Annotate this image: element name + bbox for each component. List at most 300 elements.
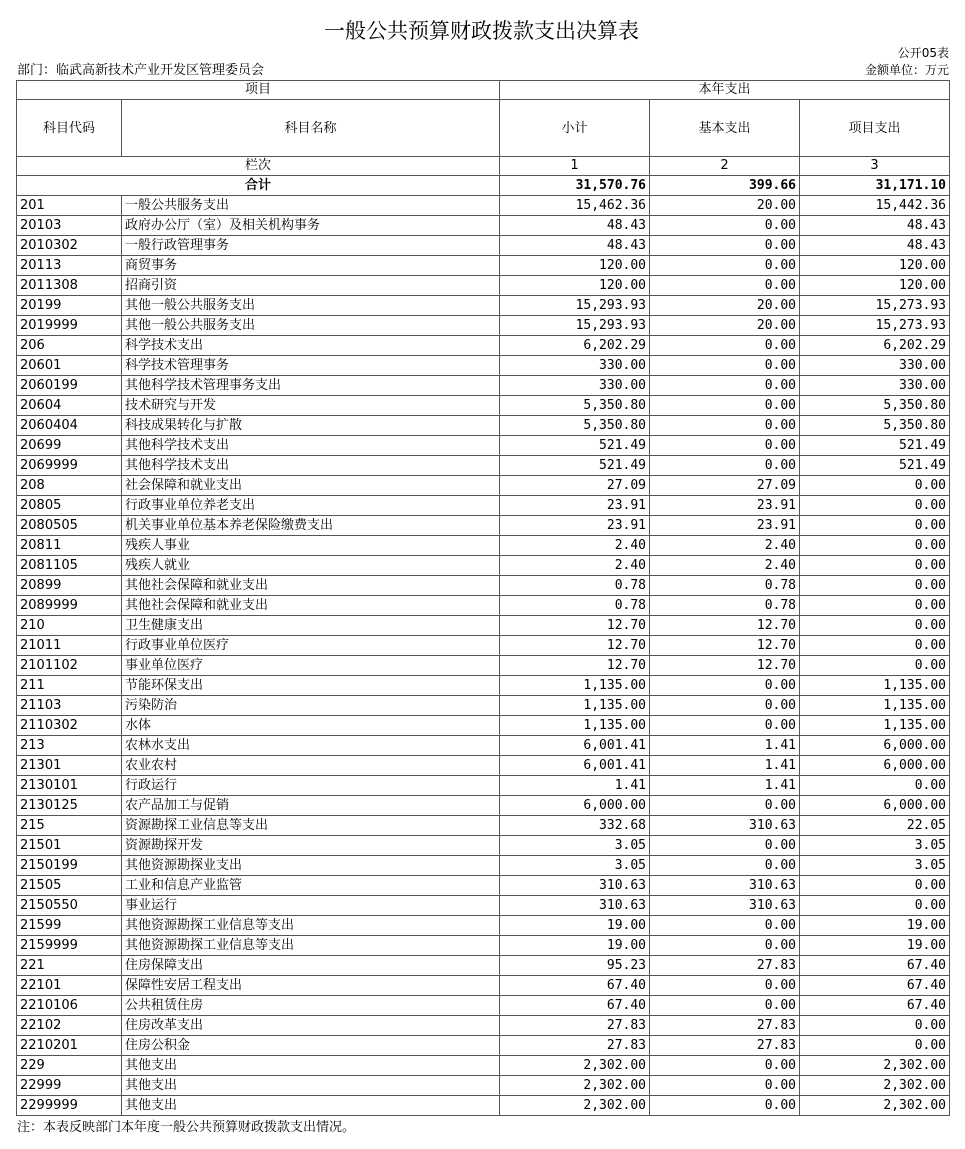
subtotal-cell: 1.41 (500, 776, 650, 796)
table-row (17, 276, 950, 296)
account-code-cell: 2011308 (17, 276, 122, 296)
table-row (17, 476, 950, 496)
amount-unit-label: 金额单位：万元 (864, 63, 949, 77)
account-code-cell: 215 (17, 816, 122, 836)
project-expense-cell: 0.00 (800, 576, 950, 596)
table-row (17, 556, 950, 576)
subtotal-cell: 3.05 (500, 836, 650, 856)
total-project: 31,171.10 (800, 176, 950, 196)
project-expense-cell: 67.40 (800, 956, 950, 976)
subtotal-cell: 310.63 (500, 876, 650, 896)
basic-expense-cell: 310.63 (650, 896, 800, 916)
subtotal-cell: 12.70 (500, 636, 650, 656)
header-name: 科目名称 (122, 100, 500, 157)
project-expense-cell: 67.40 (800, 976, 950, 996)
account-code-cell: 2081105 (17, 556, 122, 576)
project-expense-cell: 330.00 (800, 376, 950, 396)
account-name-cell: 工业和信息产业监管 (122, 876, 500, 896)
basic-expense-cell: 23.91 (650, 496, 800, 516)
basic-expense-cell: 0.00 (650, 436, 800, 456)
account-name-cell: 住房保障支出 (122, 956, 500, 976)
project-expense-cell: 48.43 (800, 216, 950, 236)
table-row (17, 456, 950, 476)
header-row-2 (17, 100, 950, 157)
account-name-cell: 科学技术支出 (122, 336, 500, 356)
project-expense-cell: 0.00 (800, 496, 950, 516)
subtotal-cell: 120.00 (500, 256, 650, 276)
project-expense-cell: 22.05 (800, 816, 950, 836)
basic-expense-cell: 0.00 (650, 1076, 800, 1096)
table-row (17, 696, 950, 716)
subtotal-cell: 23.91 (500, 516, 650, 536)
basic-expense-cell: 27.83 (650, 1036, 800, 1056)
subtotal-cell: 15,293.93 (500, 296, 650, 316)
account-code-cell: 2019999 (17, 316, 122, 336)
account-name-cell: 行政事业单位养老支出 (122, 496, 500, 516)
header-item: 项目 (17, 81, 500, 100)
subtotal-cell: 48.43 (500, 236, 650, 256)
basic-expense-cell: 0.00 (650, 1056, 800, 1076)
basic-expense-cell: 1.41 (650, 776, 800, 796)
header-row-1 (17, 81, 950, 100)
project-expense-cell: 6,202.29 (800, 336, 950, 356)
project-expense-cell: 0.00 (800, 556, 950, 576)
account-code-cell: 2110302 (17, 716, 122, 736)
basic-expense-cell: 0.78 (650, 576, 800, 596)
project-expense-cell: 521.49 (800, 456, 950, 476)
table-row (17, 636, 950, 656)
subtotal-cell: 2,302.00 (500, 1096, 650, 1116)
account-name-cell: 其他科学技术支出 (122, 436, 500, 456)
subtotal-cell: 330.00 (500, 356, 650, 376)
project-expense-cell: 0.00 (800, 476, 950, 496)
basic-expense-cell: 0.00 (650, 416, 800, 436)
account-name-cell: 其他一般公共服务支出 (122, 296, 500, 316)
subtotal-cell: 15,462.36 (500, 196, 650, 216)
account-name-cell: 行政运行 (122, 776, 500, 796)
subtotal-cell: 332.68 (500, 816, 650, 836)
account-name-cell: 科技成果转化与扩散 (122, 416, 500, 436)
table-row (17, 956, 950, 976)
project-expense-cell: 0.00 (800, 876, 950, 896)
project-expense-cell: 1,135.00 (800, 696, 950, 716)
basic-expense-cell: 0.00 (650, 996, 800, 1016)
account-name-cell: 其他支出 (122, 1076, 500, 1096)
account-name-cell: 其他一般公共服务支出 (122, 316, 500, 336)
basic-expense-cell: 310.63 (650, 876, 800, 896)
subtotal-cell: 15,293.93 (500, 316, 650, 336)
report-title: 一般公共预算财政拨款支出决算表 (324, 19, 639, 43)
account-code-cell: 2101102 (17, 656, 122, 676)
project-expense-cell: 0.00 (800, 1016, 950, 1036)
account-code-cell: 20199 (17, 296, 122, 316)
table-row (17, 396, 950, 416)
subtotal-cell: 27.83 (500, 1036, 650, 1056)
header-current-year: 本年支出 (500, 81, 950, 100)
header-project: 项目支出 (800, 100, 950, 157)
account-name-cell: 事业运行 (122, 896, 500, 916)
account-code-cell: 2210201 (17, 1036, 122, 1056)
account-code-cell: 21011 (17, 636, 122, 656)
account-name-cell: 保障性安居工程支出 (122, 976, 500, 996)
account-code-cell: 213 (17, 736, 122, 756)
table-row (17, 736, 950, 756)
project-expense-cell: 3.05 (800, 856, 950, 876)
account-code-cell: 20899 (17, 576, 122, 596)
account-name-cell: 公共租赁住房 (122, 996, 500, 1016)
basic-expense-cell: 0.00 (650, 716, 800, 736)
subtotal-cell: 0.78 (500, 596, 650, 616)
project-expense-cell: 0.00 (800, 1036, 950, 1056)
subtotal-cell: 6,001.41 (500, 736, 650, 756)
subtotal-cell: 27.83 (500, 1016, 650, 1036)
subtotal-cell: 310.63 (500, 896, 650, 916)
basic-expense-cell: 2.40 (650, 556, 800, 576)
account-code-cell: 20601 (17, 356, 122, 376)
account-code-cell: 20113 (17, 256, 122, 276)
account-name-cell: 残疾人就业 (122, 556, 500, 576)
account-name-cell: 行政事业单位医疗 (122, 636, 500, 656)
total-subtotal: 31,570.76 (500, 176, 650, 196)
account-code-cell: 2080505 (17, 516, 122, 536)
basic-expense-cell: 0.00 (650, 236, 800, 256)
subtotal-cell: 67.40 (500, 976, 650, 996)
project-expense-cell: 15,273.93 (800, 316, 950, 336)
table-row (17, 996, 950, 1016)
basic-expense-cell: 0.00 (650, 796, 800, 816)
account-code-cell: 20699 (17, 436, 122, 456)
table-row (17, 196, 950, 216)
subtotal-cell: 521.49 (500, 436, 650, 456)
form-number: 公开05表 (897, 46, 949, 60)
project-expense-cell: 19.00 (800, 936, 950, 956)
account-code-cell: 20811 (17, 536, 122, 556)
total-basic: 399.66 (650, 176, 800, 196)
basic-expense-cell: 0.00 (650, 396, 800, 416)
subtotal-cell: 48.43 (500, 216, 650, 236)
table-row (17, 1016, 950, 1036)
account-name-cell: 资源勘探工业信息等支出 (122, 816, 500, 836)
basic-expense-cell: 12.70 (650, 616, 800, 636)
account-name-cell: 其他支出 (122, 1056, 500, 1076)
account-code-cell: 2299999 (17, 1096, 122, 1116)
project-expense-cell: 19.00 (800, 916, 950, 936)
subtotal-cell: 19.00 (500, 916, 650, 936)
account-name-cell: 政府办公厅（室）及相关机构事务 (122, 216, 500, 236)
basic-expense-cell: 0.00 (650, 916, 800, 936)
account-code-cell: 210 (17, 616, 122, 636)
basic-expense-cell: 27.09 (650, 476, 800, 496)
basic-expense-cell: 2.40 (650, 536, 800, 556)
account-code-cell: 21501 (17, 836, 122, 856)
project-expense-cell: 5,350.80 (800, 416, 950, 436)
account-name-cell: 污染防治 (122, 696, 500, 716)
account-name-cell: 其他资源勘探工业信息等支出 (122, 916, 500, 936)
basic-expense-cell: 20.00 (650, 196, 800, 216)
total-label: 合计 (17, 176, 500, 196)
account-code-cell: 206 (17, 336, 122, 356)
table-row (17, 776, 950, 796)
table-row (17, 836, 950, 856)
basic-expense-cell: 27.83 (650, 1016, 800, 1036)
subtotal-cell: 2.40 (500, 556, 650, 576)
account-name-cell: 资源勘探开发 (122, 836, 500, 856)
header-code: 科目代码 (17, 100, 122, 157)
account-code-cell: 2060199 (17, 376, 122, 396)
table-row (17, 656, 950, 676)
table-row (17, 296, 950, 316)
total-row (17, 176, 950, 196)
table-row (17, 1096, 950, 1116)
account-code-cell: 21301 (17, 756, 122, 776)
account-code-cell: 2010302 (17, 236, 122, 256)
basic-expense-cell: 0.00 (650, 376, 800, 396)
header-basic: 基本支出 (650, 100, 800, 157)
table-row (17, 616, 950, 636)
department-label: 部门：临武高新技术产业开发区管理委员会 (17, 63, 265, 78)
project-expense-cell: 120.00 (800, 256, 950, 276)
basic-expense-cell: 0.00 (650, 456, 800, 476)
basic-expense-cell: 12.70 (650, 656, 800, 676)
account-name-cell: 机关事业单位基本养老保险缴费支出 (122, 516, 500, 536)
account-code-cell: 229 (17, 1056, 122, 1076)
account-name-cell: 商贸事务 (122, 256, 500, 276)
basic-expense-cell: 0.00 (650, 276, 800, 296)
account-name-cell: 其他科学技术管理事务支出 (122, 376, 500, 396)
account-name-cell: 残疾人事业 (122, 536, 500, 556)
account-code-cell: 22101 (17, 976, 122, 996)
account-code-cell: 20805 (17, 496, 122, 516)
table-row (17, 236, 950, 256)
basic-expense-cell: 0.78 (650, 596, 800, 616)
account-code-cell: 2150199 (17, 856, 122, 876)
basic-expense-cell: 0.00 (650, 256, 800, 276)
account-code-cell: 21505 (17, 876, 122, 896)
subtotal-cell: 5,350.80 (500, 416, 650, 436)
column-number-row (17, 157, 950, 176)
account-code-cell: 201 (17, 196, 122, 216)
subtotal-cell: 120.00 (500, 276, 650, 296)
table-row (17, 856, 950, 876)
table-row (17, 796, 950, 816)
account-name-cell: 其他资源勘探业支出 (122, 856, 500, 876)
project-expense-cell: 0.00 (800, 776, 950, 796)
table-row (17, 916, 950, 936)
subtotal-cell: 0.78 (500, 576, 650, 596)
subtotal-cell: 330.00 (500, 376, 650, 396)
basic-expense-cell: 23.91 (650, 516, 800, 536)
subtotal-cell: 23.91 (500, 496, 650, 516)
account-name-cell: 农产品加工与促销 (122, 796, 500, 816)
account-code-cell: 2150550 (17, 896, 122, 916)
account-code-cell: 21103 (17, 696, 122, 716)
account-name-cell: 水体 (122, 716, 500, 736)
project-expense-cell: 6,000.00 (800, 756, 950, 776)
project-expense-cell: 5,350.80 (800, 396, 950, 416)
column-number-label: 栏次 (17, 157, 500, 176)
basic-expense-cell: 0.00 (650, 936, 800, 956)
table-row (17, 496, 950, 516)
table-row (17, 596, 950, 616)
table-row (17, 216, 950, 236)
account-name-cell: 节能环保支出 (122, 676, 500, 696)
project-expense-cell: 3.05 (800, 836, 950, 856)
column-number-3: 3 (800, 157, 950, 176)
table-row (17, 976, 950, 996)
account-name-cell: 其他科学技术支出 (122, 456, 500, 476)
project-expense-cell: 330.00 (800, 356, 950, 376)
project-expense-cell: 2,302.00 (800, 1076, 950, 1096)
account-name-cell: 一般公共服务支出 (122, 196, 500, 216)
subtotal-cell: 3.05 (500, 856, 650, 876)
basic-expense-cell: 0.00 (650, 976, 800, 996)
subtotal-cell: 1,135.00 (500, 696, 650, 716)
table-row (17, 716, 950, 736)
account-code-cell: 22102 (17, 1016, 122, 1036)
table-row (17, 336, 950, 356)
subtotal-cell: 2,302.00 (500, 1076, 650, 1096)
expenditure-table (16, 80, 950, 1116)
project-expense-cell: 6,000.00 (800, 796, 950, 816)
table-row (17, 416, 950, 436)
subtotal-cell: 1,135.00 (500, 716, 650, 736)
account-code-cell: 2089999 (17, 596, 122, 616)
table-row (17, 676, 950, 696)
project-expense-cell: 2,302.00 (800, 1096, 950, 1116)
account-name-cell: 招商引资 (122, 276, 500, 296)
subtotal-cell: 6,202.29 (500, 336, 650, 356)
account-name-cell: 卫生健康支出 (122, 616, 500, 636)
basic-expense-cell: 12.70 (650, 636, 800, 656)
basic-expense-cell: 0.00 (650, 676, 800, 696)
subtotal-cell: 2.40 (500, 536, 650, 556)
table-row (17, 816, 950, 836)
table-row (17, 1076, 950, 1096)
subtotal-cell: 95.23 (500, 956, 650, 976)
table-row (17, 576, 950, 596)
account-name-cell: 其他资源勘探工业信息等支出 (122, 936, 500, 956)
table-row (17, 376, 950, 396)
account-name-cell: 一般行政管理事务 (122, 236, 500, 256)
table-row (17, 756, 950, 776)
account-code-cell: 21599 (17, 916, 122, 936)
account-code-cell: 2210106 (17, 996, 122, 1016)
table-row (17, 436, 950, 456)
account-name-cell: 农业农村 (122, 756, 500, 776)
subtotal-cell: 521.49 (500, 456, 650, 476)
account-code-cell: 22999 (17, 1076, 122, 1096)
basic-expense-cell: 310.63 (650, 816, 800, 836)
table-row (17, 936, 950, 956)
account-code-cell: 221 (17, 956, 122, 976)
account-code-cell: 2130101 (17, 776, 122, 796)
project-expense-cell: 0.00 (800, 896, 950, 916)
table-row (17, 1056, 950, 1076)
project-expense-cell: 2,302.00 (800, 1056, 950, 1076)
basic-expense-cell: 0.00 (650, 356, 800, 376)
project-expense-cell: 0.00 (800, 636, 950, 656)
table-row (17, 516, 950, 536)
table-row (17, 536, 950, 556)
account-name-cell: 社会保障和就业支出 (122, 476, 500, 496)
basic-expense-cell: 20.00 (650, 296, 800, 316)
subtotal-cell: 19.00 (500, 936, 650, 956)
project-expense-cell: 521.49 (800, 436, 950, 456)
project-expense-cell: 0.00 (800, 596, 950, 616)
basic-expense-cell: 0.00 (650, 336, 800, 356)
account-name-cell: 技术研究与开发 (122, 396, 500, 416)
account-code-cell: 20103 (17, 216, 122, 236)
table-row (17, 896, 950, 916)
project-expense-cell: 67.40 (800, 996, 950, 1016)
project-expense-cell: 0.00 (800, 516, 950, 536)
subtotal-cell: 1,135.00 (500, 676, 650, 696)
account-name-cell: 其他社会保障和就业支出 (122, 576, 500, 596)
basic-expense-cell: 0.00 (650, 856, 800, 876)
basic-expense-cell: 0.00 (650, 836, 800, 856)
basic-expense-cell: 0.00 (650, 696, 800, 716)
column-number-2: 2 (650, 157, 800, 176)
account-code-cell: 211 (17, 676, 122, 696)
project-expense-cell: 48.43 (800, 236, 950, 256)
account-code-cell: 2159999 (17, 936, 122, 956)
subtotal-cell: 2,302.00 (500, 1056, 650, 1076)
table-row (17, 356, 950, 376)
column-number-1: 1 (500, 157, 650, 176)
account-code-cell: 2060404 (17, 416, 122, 436)
account-code-cell: 2069999 (17, 456, 122, 476)
account-name-cell: 住房公积金 (122, 1036, 500, 1056)
project-expense-cell: 1,135.00 (800, 716, 950, 736)
subtotal-cell: 27.09 (500, 476, 650, 496)
project-expense-cell: 15,442.36 (800, 196, 950, 216)
account-code-cell: 2130125 (17, 796, 122, 816)
account-name-cell: 住房改革支出 (122, 1016, 500, 1036)
project-expense-cell: 0.00 (800, 536, 950, 556)
subtotal-cell: 67.40 (500, 996, 650, 1016)
project-expense-cell: 6,000.00 (800, 736, 950, 756)
header-subtotal: 小计 (500, 100, 650, 157)
table-row (17, 876, 950, 896)
project-expense-cell: 1,135.00 (800, 676, 950, 696)
account-name-cell: 事业单位医疗 (122, 656, 500, 676)
table-row (17, 1036, 950, 1056)
subtotal-cell: 6,001.41 (500, 756, 650, 776)
basic-expense-cell: 20.00 (650, 316, 800, 336)
subtotal-cell: 5,350.80 (500, 396, 650, 416)
account-name-cell: 科学技术管理事务 (122, 356, 500, 376)
basic-expense-cell: 1.41 (650, 736, 800, 756)
subtotal-cell: 12.70 (500, 656, 650, 676)
subtotal-cell: 12.70 (500, 616, 650, 636)
account-name-cell: 其他社会保障和就业支出 (122, 596, 500, 616)
account-name-cell: 其他支出 (122, 1096, 500, 1116)
footnote: 注：本表反映部门本年度一般公共预算财政拨款支出情况。 (17, 1120, 356, 1135)
basic-expense-cell: 0.00 (650, 1096, 800, 1116)
project-expense-cell: 0.00 (800, 616, 950, 636)
basic-expense-cell: 0.00 (650, 216, 800, 236)
table-row (17, 256, 950, 276)
subtotal-cell: 6,000.00 (500, 796, 650, 816)
account-code-cell: 208 (17, 476, 122, 496)
project-expense-cell: 120.00 (800, 276, 950, 296)
account-code-cell: 20604 (17, 396, 122, 416)
account-name-cell: 农林水支出 (122, 736, 500, 756)
basic-expense-cell: 27.83 (650, 956, 800, 976)
project-expense-cell: 0.00 (800, 656, 950, 676)
table-row (17, 316, 950, 336)
project-expense-cell: 15,273.93 (800, 296, 950, 316)
